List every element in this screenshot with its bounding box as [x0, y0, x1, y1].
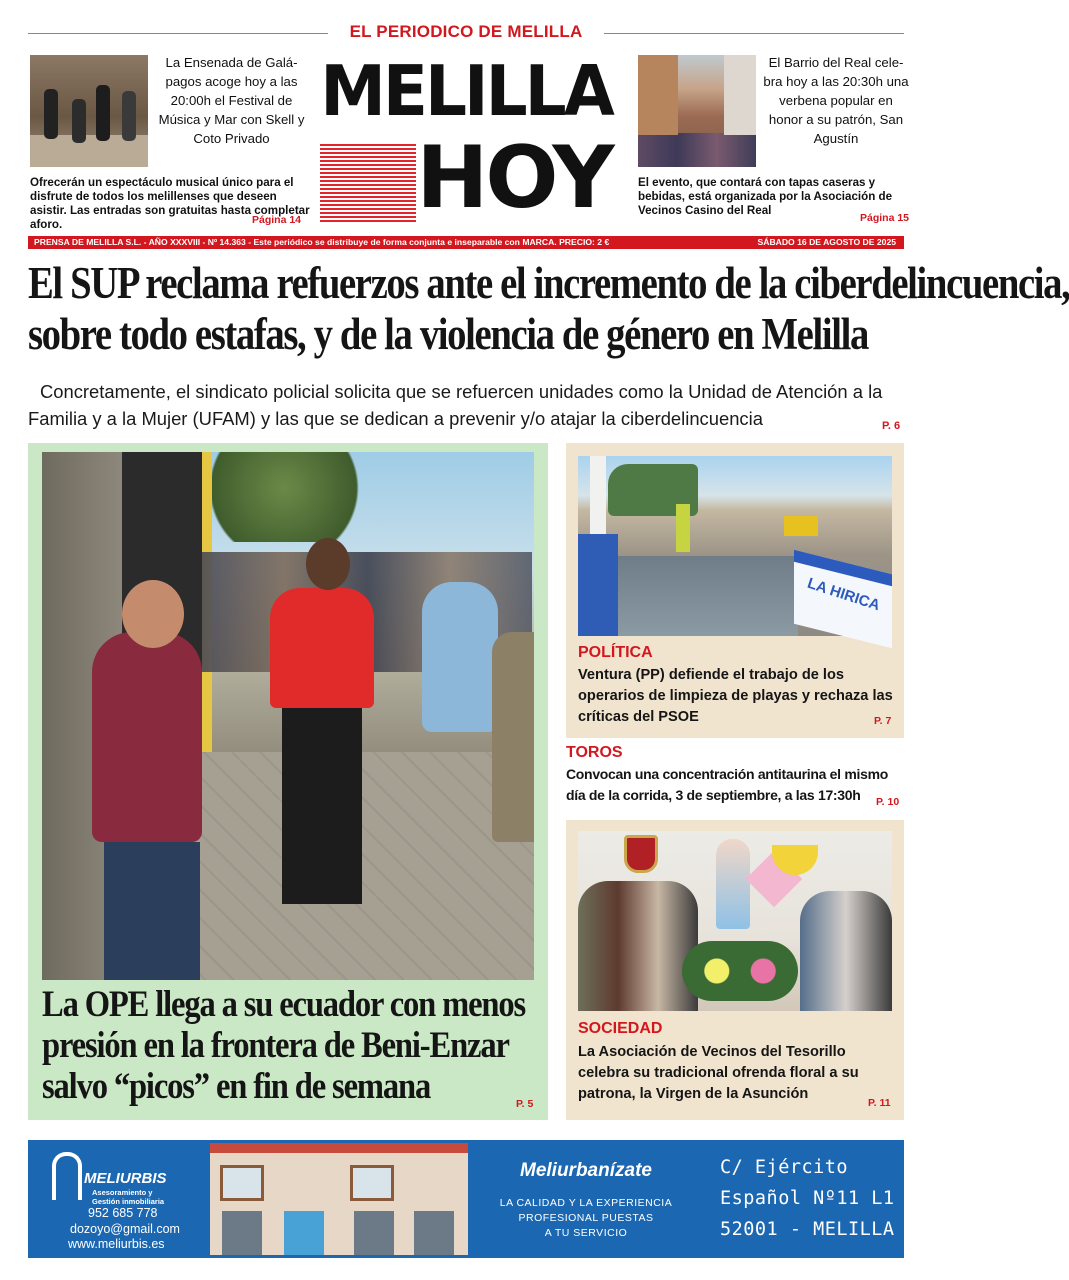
- man-red-head: [306, 538, 350, 590]
- man-red-shirt: [270, 588, 374, 708]
- man-left-legs: [104, 842, 200, 980]
- lead-story-page[interactable]: P. 5: [516, 1098, 534, 1110]
- toros-line2: día de la corrida, 3 de septiembre, a las 17:30h: [566, 787, 861, 803]
- lead-line3: salvo “picos” en fin de semana: [42, 1066, 431, 1107]
- tagline-rule-right: [604, 33, 904, 34]
- toros-line1: Convocan una concentración antitaurina el mismo: [566, 766, 888, 782]
- ad-web: www.meliurbis.es: [68, 1237, 165, 1251]
- sociedad-text[interactable]: La Asociación de Vecinos del Tesorillo celebra su tradicional ofrenda floral a su patrona, la Virgen de la Asunción: [578, 1044, 859, 1102]
- woman-right-edge: [492, 632, 534, 842]
- info-bar-date: SÁBADO 16 DE AGOSTO DE 2025: [757, 237, 896, 247]
- ad-slogan3: A TU SERVICIO: [544, 1227, 628, 1239]
- man-left-head: [122, 580, 184, 648]
- man-red-legs: [282, 708, 362, 904]
- masthead-logo[interactable]: [320, 51, 612, 228]
- politica-text[interactable]: Ventura (PP) defiende el trabajo de los operarios de limpieza de playas y rechaza las críticas del PSOE: [578, 667, 893, 725]
- sign-text: LA HIRICA: [805, 574, 883, 615]
- meliurbis-logo: [52, 1150, 192, 1250]
- blue-wall: [578, 534, 618, 636]
- left-teaser-text[interactable]: La Ensenada de Galá- pagos acoge hoy a las 20:00h el Festival de Música y Mar con Skell y Coto Privado: [158, 55, 305, 146]
- masthead-stripes: [320, 144, 416, 222]
- woman-hijab: [422, 582, 498, 732]
- barrio-real-photo: [638, 55, 756, 167]
- flowers: [682, 941, 798, 1001]
- main-headline-line1: El SUP reclama refuerzos ante el incremento de la ciberdelincuencia,: [28, 258, 1069, 308]
- border-queue-photo[interactable]: [42, 452, 534, 980]
- ad-slogan1: LA CALIDAD Y LA EXPERIENCIA: [499, 1197, 673, 1209]
- lead-story-headline[interactable]: [42, 984, 535, 1107]
- main-page[interactable]: P. 6: [882, 420, 901, 432]
- ad-phone: 952 685 778: [88, 1206, 158, 1220]
- toros-text[interactable]: [566, 764, 906, 806]
- ad-addr3: 52001 - MELILLA: [720, 1219, 895, 1240]
- info-bar: [28, 236, 904, 249]
- people-right: [800, 891, 892, 1011]
- floral-offering-photo[interactable]: [578, 831, 892, 1011]
- ad-brand-sub1: Asesoramiento y: [92, 1188, 153, 1197]
- festival-photo: [30, 55, 148, 167]
- wet-pavement: [618, 556, 798, 636]
- masthead-line2: HOY: [416, 128, 612, 228]
- sociedad-page[interactable]: P. 11: [868, 1097, 891, 1109]
- right-teaser-sub: El evento, que contará con tapas caseras y bebidas, está organizada por la Asociación de Vecinos Casino del Real: [638, 176, 893, 218]
- virgin-statue: [716, 839, 750, 929]
- politica-page[interactable]: P. 7: [874, 715, 892, 727]
- ad-brand: MELIURBIS: [84, 1170, 167, 1187]
- info-bar-left: PRENSA DE MELILLA S.L. - AÑO XXXVIII - Nº 14.363 - Este periódico se distribuye de forma conjunta e inseparable con MARCA. PRECIO: 2 €: [34, 237, 610, 247]
- main-headline[interactable]: [28, 258, 1069, 360]
- lead-line1: La OPE llega a su ecuador con menos: [42, 984, 526, 1025]
- white-pillar: [590, 456, 606, 536]
- masthead-line1: MELILLA: [320, 51, 612, 132]
- ad-slogan-title: Meliurbanízate: [520, 1160, 652, 1181]
- tagline-rule-left: [28, 33, 328, 34]
- man-left-body: [92, 632, 202, 842]
- ad-slogan: [486, 1150, 686, 1241]
- right-teaser-page[interactable]: Página 15: [860, 212, 910, 224]
- politica-section[interactable]: POLÍTICA: [578, 644, 653, 661]
- right-teaser-text[interactable]: El Barrio del Real cele- bra hoy a las 20:30h una verbena popular en honor a su patrón, San Agustín: [763, 55, 909, 146]
- ad-address: [720, 1152, 895, 1245]
- main-dek: [28, 378, 908, 432]
- ad-building-facade: [210, 1143, 468, 1255]
- worker: [676, 504, 690, 552]
- tagline: EL PERIODICO DE MELILLA: [349, 22, 583, 41]
- left-teaser-page[interactable]: Página 14: [252, 214, 302, 226]
- main-headline-line2: sobre todo estafas, y de la violencia de género en Melilla: [28, 309, 868, 359]
- ad-brand-sub2: Gestión inmobiliaria: [92, 1197, 165, 1206]
- lead-line2: presión en la frontera de Beni-Enzar: [42, 1025, 509, 1066]
- trees: [212, 452, 392, 542]
- toros-page[interactable]: P. 10: [876, 796, 900, 808]
- sociedad-section[interactable]: SOCIEDAD: [578, 1020, 663, 1037]
- people-left: [578, 881, 698, 1011]
- ad-addr2: Español Nº11 L1: [720, 1188, 895, 1209]
- m-logo-icon: [52, 1152, 82, 1200]
- ad-slogan2: PROFESIONAL PUESTAS: [518, 1212, 654, 1224]
- main-dek-text: Concretamente, el sindicato policial solicita que se refuercen unidades como la Unidad de Atención a la Familia y a la Mujer (UFAM) y las que se dedican a prevenir y/o atajar la ciberdelincuencia: [28, 381, 883, 429]
- ad-email: dozoyo@gmail.com: [70, 1222, 180, 1236]
- beach-cleaning-photo[interactable]: [578, 456, 892, 636]
- ad-addr1: C/ Ejército: [720, 1157, 849, 1178]
- crest: [624, 835, 658, 873]
- toros-section[interactable]: TOROS: [566, 744, 623, 761]
- left-teaser-sub: Ofrecerán un espectáculo musical único para el disfrute de todos los melillenses que deseen asistir. Las entradas son gratuitas hasta completar aforo.: [30, 176, 310, 232]
- tractor: [784, 516, 818, 536]
